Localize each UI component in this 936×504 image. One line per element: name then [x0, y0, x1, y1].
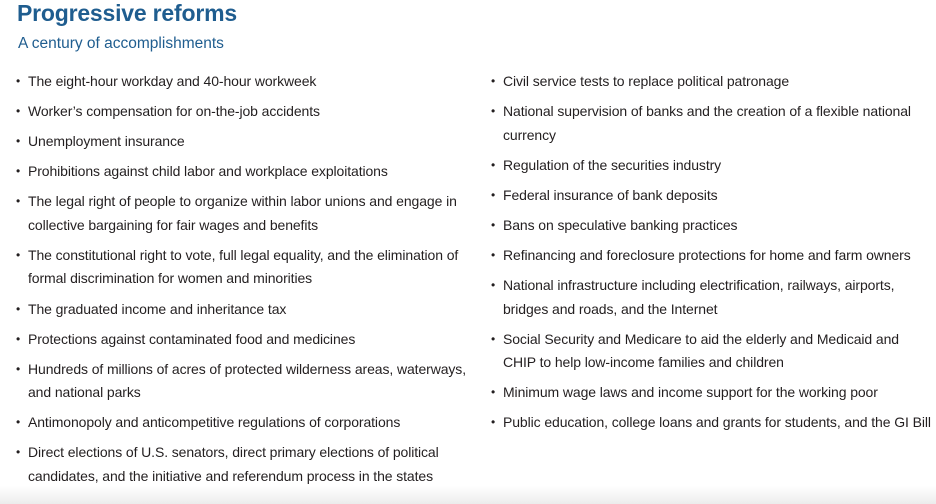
- bullet-icon: •: [491, 331, 496, 346]
- list-item: [491, 184, 931, 208]
- list-item: [16, 411, 476, 435]
- bullet-icon: •: [491, 217, 496, 232]
- list-item: [16, 244, 476, 291]
- bullet-icon: •: [16, 104, 21, 119]
- bullet-icon: •: [491, 157, 496, 172]
- list-item: [16, 358, 476, 405]
- list-item: [491, 154, 931, 178]
- list-item: [16, 328, 476, 352]
- list-item-text: Prohibitions against child labor and workplace exploitations: [28, 163, 388, 180]
- bullet-icon: •: [16, 74, 21, 88]
- bottom-shadow: [0, 486, 936, 504]
- reforms-list-left: [16, 70, 476, 495]
- list-item-text: Civil service tests to replace political patronage: [503, 73, 790, 89]
- bullet-icon: •: [16, 445, 21, 460]
- list-item-text: Worker’s compensation for on-the-job accidents: [28, 103, 320, 120]
- bullet-icon: •: [491, 247, 496, 262]
- bullet-icon: •: [491, 385, 496, 400]
- list-item-text: National infrastructure including electrification, railways, airports, bridges and roads, and the Internet: [503, 277, 895, 317]
- list-item: [491, 274, 931, 321]
- list-item-text: Hundreds of millions of acres of protected wilderness areas, waterways, and national parks: [28, 360, 466, 401]
- list-item-text: Protections against contaminated food and medicines: [28, 330, 356, 347]
- list-item: [491, 214, 931, 238]
- list-item-text: Federal insurance of bank deposits: [503, 186, 718, 203]
- list-item-text: Public education, college loans and grants for students, and the GI Bill: [503, 414, 931, 431]
- bullet-icon: •: [16, 134, 21, 149]
- list-item-text: Refinancing and foreclosure protections for home and farm owners: [503, 246, 911, 263]
- list-item-text: Antimonopoly and anticompetitive regulations of corporations: [28, 414, 401, 431]
- list-item-text: The graduated income and inheritance tax: [28, 300, 287, 317]
- list-item-text: The eight-hour workday and 40-hour workweek: [28, 73, 317, 89]
- bullet-icon: •: [491, 415, 496, 430]
- bullet-icon: •: [16, 331, 21, 346]
- list-item: [16, 130, 476, 154]
- list-item-text: The legal right of people to organize within labor unions and engage in collective bargaining for fair wages and benefits: [28, 193, 457, 233]
- bullet-icon: •: [491, 74, 496, 88]
- bullet-icon: •: [491, 278, 496, 293]
- list-item: [491, 244, 931, 268]
- list-item: [16, 298, 476, 322]
- list-item: [491, 328, 931, 375]
- bullet-icon: •: [16, 361, 21, 376]
- bullet-icon: •: [16, 194, 21, 209]
- list-item: [491, 100, 931, 147]
- list-item: [16, 100, 476, 124]
- bullet-icon: •: [16, 164, 21, 179]
- list-item: [16, 190, 476, 237]
- list-item-text: Direct elections of U.S. senators, direct primary elections of political candidates, and the initiative and referendum process in the states: [28, 444, 439, 484]
- list-item-text: The constitutional right to vote, full legal equality, and the elimination of formal discrimination for women and minorities: [28, 246, 459, 287]
- list-item-text: Social Security and Medicare to aid the elderly and Medicaid and CHIP to help low-income families and children: [503, 330, 899, 371]
- list-item-text: Unemployment insurance: [28, 133, 185, 150]
- list-item: [16, 70, 476, 94]
- list-item-text: Minimum wage laws and income support for the working poor: [503, 384, 878, 401]
- bullet-icon: •: [491, 104, 496, 119]
- list-item: [16, 160, 476, 184]
- list-item-text: National supervision of banks and the creation of a flexible national currency: [503, 103, 911, 143]
- list-item: [491, 381, 931, 405]
- list-item: [16, 441, 476, 488]
- bullet-icon: •: [16, 415, 21, 430]
- list-item-text: Regulation of the securities industry: [503, 156, 722, 173]
- list-item-text: Bans on speculative banking practices: [503, 216, 738, 233]
- bullet-icon: •: [491, 187, 496, 202]
- page-title: Progressive reforms: [17, 0, 237, 26]
- reforms-list-right: [491, 70, 931, 441]
- page-subtitle: A century of accomplishments: [18, 35, 224, 52]
- bullet-icon: •: [16, 301, 21, 316]
- list-item: [491, 411, 931, 435]
- list-item: [491, 70, 931, 94]
- bullet-icon: •: [16, 247, 21, 262]
